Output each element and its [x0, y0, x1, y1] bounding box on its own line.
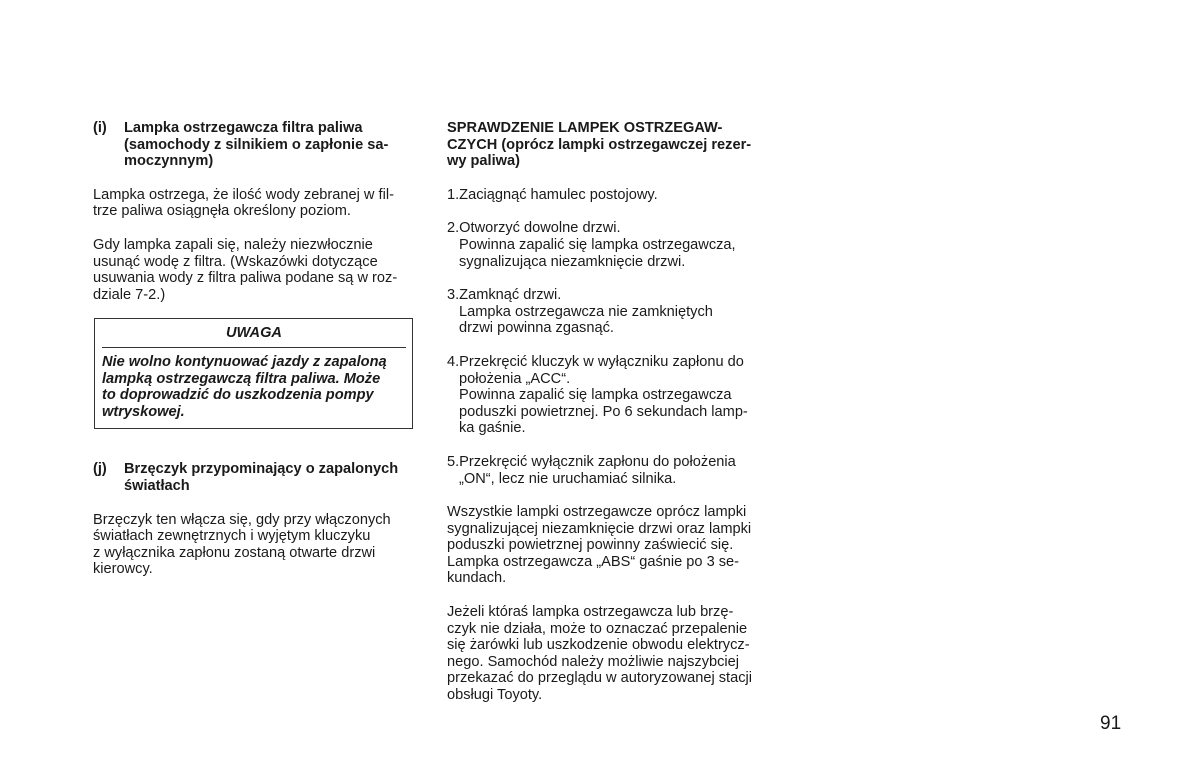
step-4-lead: 4.Przekręcić kluczyk w wyłączniku zapłonu do [447, 353, 744, 370]
section-j-paragraph: Brzęczyk ten włącza się, gdy przy włączonych światłach zewnętrznych i wyjętym kluczyku z wyłącznika zapłonu zostaną otwarte drzwi kierowcy. [93, 511, 391, 578]
step-4-sub: poduszki powietrznej. Po 6 sekundach lamp- [459, 403, 748, 420]
step-2-sub: sygnalizująca niezamknięcie drzwi. [459, 253, 686, 270]
step-1-lead: 1.Zaciągnąć hamulec postojowy. [447, 186, 658, 203]
step-4-sub: położenia „ACC“. [459, 370, 571, 387]
right-paragraph-1: Wszystkie lampki ostrzegawcze oprócz lampki sygnalizującej niezamknięcie drzwi oraz lampki poduszki powietrznej powinny zaświecić się. Lampka ostrzegawcza „ABS“ gaśnie po 3 se- kundach. [447, 504, 752, 587]
warning-title: UWAGA [102, 325, 406, 348]
step-2-lead: 2.Otworzyć dowolne drzwi. [447, 220, 621, 237]
page-number: 91 [1100, 713, 1122, 734]
step-4-sub: Powinna zapalić się lampka ostrzegawcza [459, 387, 732, 404]
warning-check-heading: SPRAWDZENIE LAMPEK OSTRZEGAW- CZYCH (oprócz lampki ostrzegawczej rezer- wy paliwa) [447, 120, 752, 170]
step-5 [447, 454, 770, 487]
step-5-lead: 5.Przekręcić wyłącznik zapłonu do położenia [447, 453, 736, 470]
section-i-paragraph-2: Gdy lampka zapali się, należy niezwłocznie usunąć wodę z filtra. (Wskazówki dotyczące usuwania wody z filtra paliwa podane są w roz- dziale 7-2.) [93, 236, 398, 303]
step-2-sub: Powinna zapalić się lampka ostrzegawcza, [459, 236, 736, 253]
step-2 [447, 220, 770, 270]
section-j-title: Brzęczyk przypominający o zapalonych światłach [124, 461, 399, 494]
left-column [93, 120, 413, 578]
step-3 [447, 287, 770, 337]
step-1 [447, 187, 770, 204]
step-3-lead: 3.Zamknąć drzwi. [447, 287, 562, 304]
section-j-heading [93, 461, 413, 494]
section-i-marker: (i) [93, 120, 107, 136]
warning-box [94, 318, 413, 429]
step-3-sub: drzwi powinna zgasnąć. [459, 320, 614, 337]
section-i-paragraph-1: Lampka ostrzega, że ilość wody zebranej w fil- trze paliwa osiągnęła określony poziom. [93, 186, 394, 220]
right-column [447, 120, 770, 704]
step-4-sub: ka gaśnie. [459, 420, 526, 437]
step-4 [447, 354, 770, 437]
section-i-title: Lampka ostrzegawcza filtra paliwa (samochody z silnikiem o zapłonie sa- moczynnym) [124, 120, 389, 170]
step-3-sub: Lampka ostrzegawcza nie zamkniętych [459, 303, 713, 320]
section-i-heading [93, 120, 413, 170]
section-j-marker: (j) [93, 461, 107, 478]
step-5-sub: „ON“, lecz nie uruchamiać silnika. [459, 470, 677, 487]
right-paragraph-2: Jeżeli któraś lampka ostrzegawcza lub brzę- czyk nie działa, może to oznaczać przepalenie się żarówki lub uszkodzenie obwodu elektrycz- nego. Samochód należy możliwie najszybciej przekazać do przeglądu w autoryzowanej stacji obsługi Toyoty. [447, 604, 753, 704]
warning-text: Nie wolno kontynuować jazdy z zapaloną lampką ostrzegawczą filtra paliwa. Może to doprowadzić do uszkodzenia pompy wtryskowej. [102, 353, 387, 420]
